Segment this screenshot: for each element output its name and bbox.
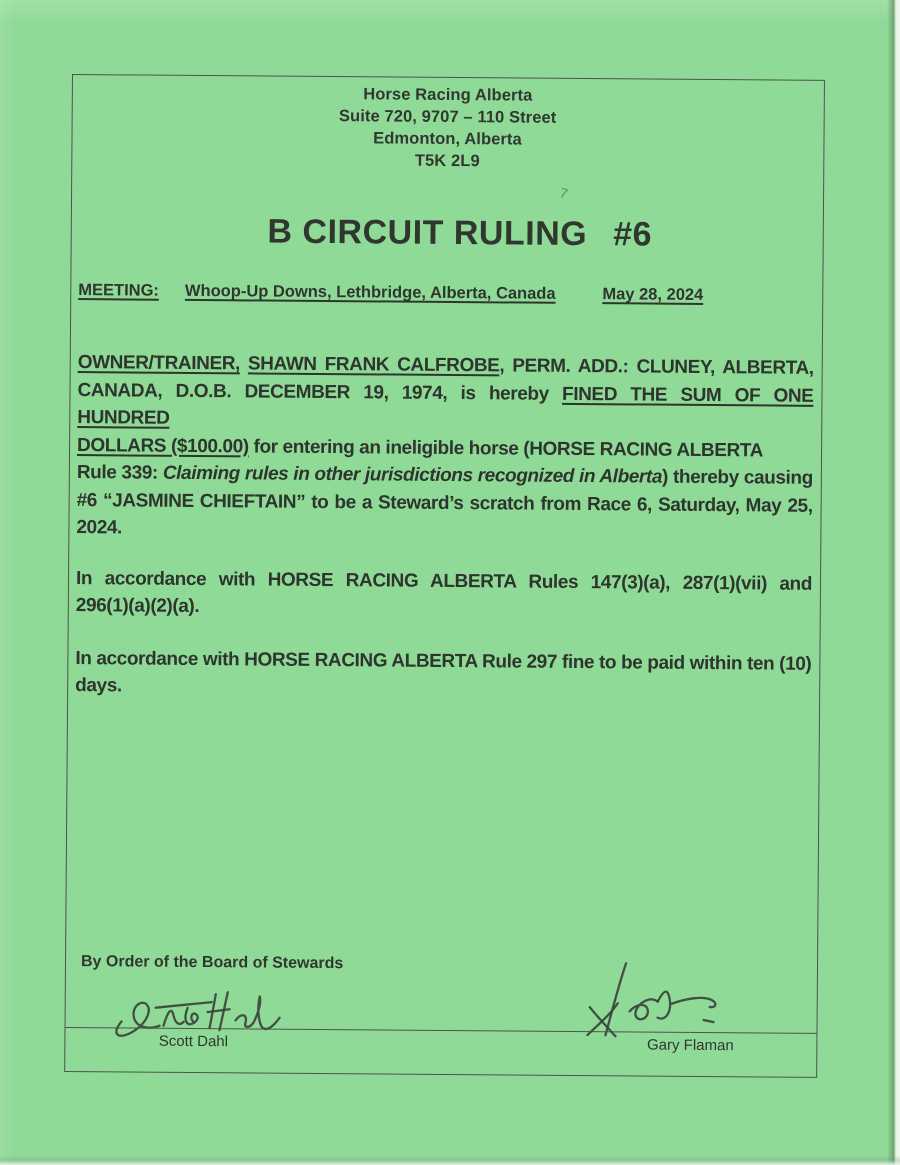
scan-edge-bottom [0,1156,900,1165]
underlined-licensee-name: SHAWN FRANK CALFROBE [247,353,500,377]
ruling-body [75,349,814,705]
meeting-label: MEETING: [78,281,160,300]
italic-rule-description: Claiming rules in other jurisdictions recognized in Alberta [162,462,663,488]
body-text: In accordance with HORSE RACING ALBERTA Rules 147(3)(a), 287(1)(vii) and [75,567,813,595]
body-line [76,514,812,547]
org-postal-code: T5K 2L9 [414,151,480,171]
by-order-statement: By Order of the Board of Stewards [80,953,344,973]
body-text: days. [75,675,122,697]
meeting-venue: Whoop-Up Downs, Lethbridge, Alberta, Canada [184,281,556,303]
underlined-owner-trainer: OWNER/TRAINER, [77,352,241,375]
body-text: 296(1)(a)(2)(a). [75,595,200,618]
signer-name-left: Scott Dahl [158,1032,229,1051]
paragraph-rules-cited [76,565,812,626]
body-text: , PERM. ADD.: CLUNEY, ALBERTA, [499,355,814,379]
underlined-fine-text: FINED THE SUM OF ONE HUNDRED [77,383,814,429]
body-line [75,645,811,678]
body-line [77,487,813,520]
scan-edge-right [887,0,900,1165]
letterhead [79,81,816,175]
body-text: In accordance with HORSE RACING ALBERTA Rule 297 fine to be paid within ten (10) [75,647,812,675]
signer-name-right: Gary Flaman [646,1036,734,1055]
body-text: #6 “JASMINE CHIEFTAIN” to be a Steward’s scratch from Race 6, Saturday, May 25, [76,489,813,517]
ruling-title-text: B CIRCUIT RULING [267,212,588,254]
signature-scrawl-gary-flaman [553,959,736,1040]
ruling-title [92,209,828,257]
meeting-row [78,281,814,306]
underlined-fine-amount: DOLLARS ($100.00) [77,434,249,457]
body-text: for entering an ineligible horse (HORSE RACING ALBERTA [248,435,764,461]
meeting-date: May 28, 2024 [602,285,704,304]
body-text: CANADA, D.O.B. DECEMBER 19, 1974, is hereby [77,379,563,405]
org-address-line2: Edmonton, Alberta [373,129,522,149]
body-text: 2024. [76,517,123,539]
scan-edge-left [0,0,14,1165]
stray-scan-mark: 7 [558,184,570,202]
paragraph-fine-ruling [76,349,813,547]
body-text: ) thereby causing [661,466,813,489]
org-name: Horse Racing Alberta [363,85,533,105]
body-line [77,377,813,438]
paragraph-payment-terms [75,645,811,706]
body-text: Rule 339: [76,462,163,484]
scan-edge-top [0,0,900,22]
org-address-line1: Suite 720, 9707 – 110 Street [338,107,557,127]
body-line [75,672,811,705]
document-content [68,75,824,705]
body-line [76,592,812,625]
ruling-number: #6 [613,215,653,254]
document-border-frame [64,74,825,1078]
